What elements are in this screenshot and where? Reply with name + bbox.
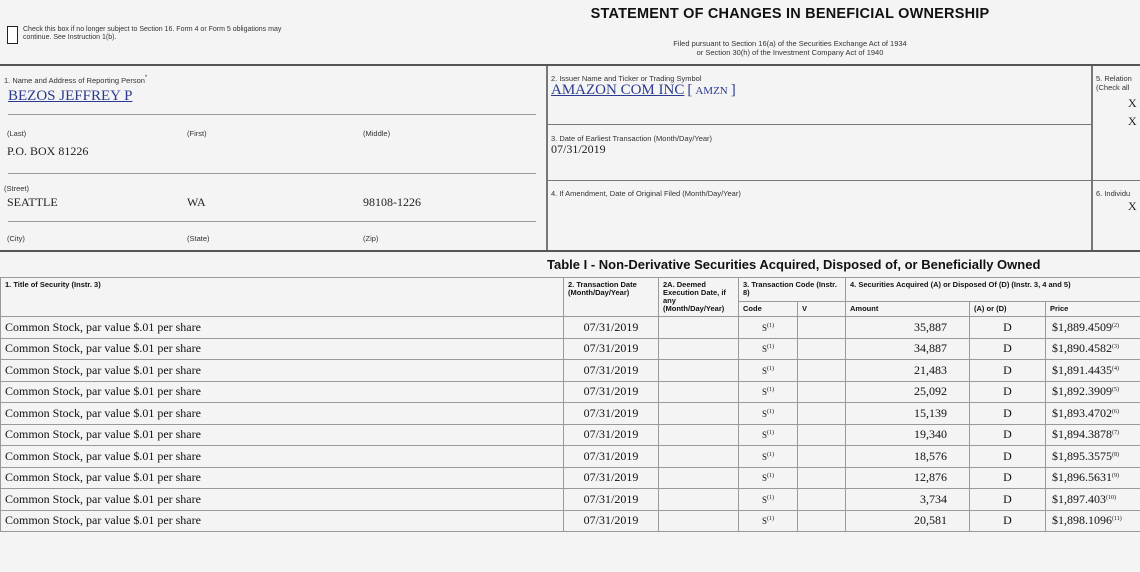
first-label: (First) bbox=[187, 129, 207, 138]
code-footnote: (1) bbox=[767, 387, 774, 393]
deemed-date bbox=[659, 360, 739, 382]
middle-label: (Middle) bbox=[363, 129, 390, 138]
transaction-date: 07/31/2019 bbox=[564, 510, 659, 532]
form-title: STATEMENT OF CHANGES IN BENEFICIAL OWNERSHIP bbox=[520, 6, 1060, 22]
table-row bbox=[1, 360, 1140, 382]
code-letter: S bbox=[762, 387, 767, 397]
v-cell bbox=[798, 446, 846, 468]
col-header-title: 1. Title of Security (Instr. 3) bbox=[1, 278, 564, 317]
transaction-code bbox=[739, 489, 798, 511]
code-letter: S bbox=[762, 323, 767, 333]
table-row bbox=[1, 510, 1140, 532]
code-footnote: (1) bbox=[767, 366, 774, 372]
relationship-mark-director: X bbox=[1128, 96, 1137, 111]
amount: 35,887 bbox=[846, 317, 970, 339]
price-footnote: (5) bbox=[1112, 387, 1119, 393]
table-row bbox=[1, 467, 1140, 489]
table-row bbox=[1, 446, 1140, 468]
deemed-date bbox=[659, 317, 739, 339]
amount: 3,734 bbox=[846, 489, 970, 511]
transaction-code bbox=[739, 424, 798, 446]
deemed-date bbox=[659, 510, 739, 532]
address-value: P.O. BOX 81226 bbox=[7, 144, 88, 159]
security-title: Common Stock, par value $.01 per share bbox=[1, 317, 564, 339]
acquired-or-disposed: D bbox=[970, 424, 1046, 446]
earliest-date-label: 3. Date of Earliest Transaction (Month/Day/Year) bbox=[551, 134, 712, 143]
code-footnote: (1) bbox=[767, 344, 774, 350]
deemed-date bbox=[659, 403, 739, 425]
price-value: $1,893.4702 bbox=[1052, 406, 1112, 420]
table-row bbox=[1, 381, 1140, 403]
v-cell bbox=[798, 489, 846, 511]
transaction-code bbox=[739, 338, 798, 360]
price bbox=[1046, 381, 1140, 403]
filed-line-1: Filed pursuant to Section 16(a) of the Securities Exchange Act of 1934 bbox=[520, 40, 1060, 49]
price-footnote: (11) bbox=[1112, 516, 1122, 522]
col-header-acquired-disposed: 4. Securities Acquired (A) or Disposed Of (D) (Instr. 3, 4 and 5) bbox=[846, 278, 1140, 302]
filed-line-2: or Section 30(h) of the Investment Company Act of 1940 bbox=[520, 49, 1060, 58]
code-footnote: (1) bbox=[767, 323, 774, 329]
code-letter: S bbox=[762, 452, 767, 462]
security-title: Common Stock, par value $.01 per share bbox=[1, 403, 564, 425]
table-row bbox=[1, 338, 1140, 360]
amendment-label: 4. If Amendment, Date of Original Filed (Month/Day/Year) bbox=[551, 189, 741, 198]
v-cell bbox=[798, 317, 846, 339]
transaction-date: 07/31/2019 bbox=[564, 446, 659, 468]
code-letter: S bbox=[762, 366, 767, 376]
price bbox=[1046, 317, 1140, 339]
individual-filing-mark: X bbox=[1128, 199, 1137, 214]
relationship-label-2: (Check all bbox=[1096, 83, 1129, 92]
code-footnote: (1) bbox=[767, 495, 774, 501]
state-value: WA bbox=[187, 195, 206, 210]
transaction-date: 07/31/2019 bbox=[564, 317, 659, 339]
price-footnote: (3) bbox=[1112, 344, 1119, 350]
transaction-date: 07/31/2019 bbox=[564, 381, 659, 403]
amount: 12,876 bbox=[846, 467, 970, 489]
amount: 18,576 bbox=[846, 446, 970, 468]
code-footnote: (1) bbox=[767, 516, 774, 522]
code-letter: S bbox=[762, 516, 767, 526]
deemed-date bbox=[659, 467, 739, 489]
code-letter: S bbox=[762, 495, 767, 505]
price-footnote: (9) bbox=[1112, 473, 1119, 479]
price bbox=[1046, 510, 1140, 532]
issuer-ticker[interactable]: AMZN bbox=[695, 85, 727, 97]
code-footnote: (1) bbox=[767, 452, 774, 458]
security-title: Common Stock, par value $.01 per share bbox=[1, 381, 564, 403]
acquired-or-disposed: D bbox=[970, 338, 1046, 360]
issuer-name[interactable]: AMAZON COM INC bbox=[551, 82, 684, 98]
v-cell bbox=[798, 510, 846, 532]
col-header-amount: Amount bbox=[846, 301, 970, 316]
code-footnote: (1) bbox=[767, 473, 774, 479]
security-title: Common Stock, par value $.01 per share bbox=[1, 489, 564, 511]
acquired-or-disposed: D bbox=[970, 317, 1046, 339]
city-value: SEATTLE bbox=[7, 195, 58, 210]
code-letter: S bbox=[762, 409, 767, 419]
amount: 34,887 bbox=[846, 338, 970, 360]
price-value: $1,894.3878 bbox=[1052, 427, 1112, 441]
security-title: Common Stock, par value $.01 per share bbox=[1, 446, 564, 468]
divider bbox=[8, 221, 536, 222]
price-value: $1,897.403 bbox=[1052, 492, 1106, 506]
security-title: Common Stock, par value $.01 per share bbox=[1, 467, 564, 489]
price-value: $1,891.4435 bbox=[1052, 363, 1112, 377]
price-footnote: (4) bbox=[1112, 366, 1119, 372]
col-header-transaction-code: 3. Transaction Code (Instr. 8) bbox=[739, 278, 846, 302]
deemed-date bbox=[659, 381, 739, 403]
table-row bbox=[1, 317, 1140, 339]
price bbox=[1046, 360, 1140, 382]
v-cell bbox=[798, 403, 846, 425]
col-header-code: Code bbox=[739, 301, 798, 316]
divider bbox=[1091, 66, 1093, 252]
amount: 25,092 bbox=[846, 381, 970, 403]
transaction-date: 07/31/2019 bbox=[564, 489, 659, 511]
transaction-code bbox=[739, 381, 798, 403]
transaction-date: 07/31/2019 bbox=[564, 424, 659, 446]
code-letter: S bbox=[762, 344, 767, 354]
price-value: $1,890.4582 bbox=[1052, 341, 1112, 355]
amount: 19,340 bbox=[846, 424, 970, 446]
zip-label: (Zip) bbox=[363, 234, 378, 243]
table-title: Table I - Non-Derivative Securities Acquired, Disposed of, or Beneficially Owned bbox=[547, 257, 1040, 272]
price-footnote: (8) bbox=[1112, 452, 1119, 458]
divider bbox=[546, 66, 548, 252]
section16-checkbox[interactable] bbox=[7, 26, 18, 44]
price-value: $1,895.3575 bbox=[1052, 449, 1112, 463]
code-footnote: (1) bbox=[767, 409, 774, 415]
issuer-line bbox=[551, 82, 736, 99]
transaction-code bbox=[739, 446, 798, 468]
acquired-or-disposed: D bbox=[970, 467, 1046, 489]
table-1-section bbox=[0, 250, 1140, 572]
transaction-code bbox=[739, 360, 798, 382]
deemed-date bbox=[659, 338, 739, 360]
relationship-mark-owner: X bbox=[1128, 114, 1137, 129]
transaction-code bbox=[739, 467, 798, 489]
price bbox=[1046, 446, 1140, 468]
security-title: Common Stock, par value $.01 per share bbox=[1, 510, 564, 532]
transaction-code bbox=[739, 510, 798, 532]
deemed-date bbox=[659, 446, 739, 468]
amount: 21,483 bbox=[846, 360, 970, 382]
zip-value: 98108-1226 bbox=[363, 195, 421, 210]
price-value: $1,898.1096 bbox=[1052, 513, 1112, 527]
price bbox=[1046, 467, 1140, 489]
table-row bbox=[1, 403, 1140, 425]
v-cell bbox=[798, 424, 846, 446]
state-label: (State) bbox=[187, 234, 210, 243]
price-footnote: (6) bbox=[1112, 409, 1119, 415]
v-cell bbox=[798, 360, 846, 382]
reporting-person-label: 1. Name and Address of Reporting Person* bbox=[4, 75, 147, 85]
price-footnote: (7) bbox=[1112, 430, 1119, 436]
table-row bbox=[1, 424, 1140, 446]
reporting-person-name[interactable]: BEZOS JEFFREY P bbox=[8, 88, 132, 105]
col-header-deemed-date: 2A. Deemed Execution Date, if any (Month/Day/Year) bbox=[659, 278, 739, 317]
acquired-or-disposed: D bbox=[970, 403, 1046, 425]
transaction-date: 07/31/2019 bbox=[564, 467, 659, 489]
deemed-date bbox=[659, 424, 739, 446]
street-label: (Street) bbox=[4, 184, 29, 193]
code-letter: S bbox=[762, 430, 767, 440]
divider bbox=[8, 173, 536, 174]
v-cell bbox=[798, 381, 846, 403]
security-title: Common Stock, par value $.01 per share bbox=[1, 360, 564, 382]
amount: 15,139 bbox=[846, 403, 970, 425]
acquired-or-disposed: D bbox=[970, 489, 1046, 511]
divider bbox=[546, 124, 1092, 125]
price-value: $1,889.4509 bbox=[1052, 320, 1112, 334]
price bbox=[1046, 403, 1140, 425]
price bbox=[1046, 424, 1140, 446]
checkbox-label: Check this box if no longer subject to Section 16. Form 4 or Form 5 obligations may continue. See Instruction 1(b). bbox=[23, 26, 303, 42]
filed-pursuant bbox=[520, 40, 1060, 57]
acquired-or-disposed: D bbox=[970, 446, 1046, 468]
non-derivative-table bbox=[0, 277, 1140, 532]
bracket-close: ] bbox=[731, 82, 736, 98]
bracket-open: [ bbox=[687, 82, 692, 98]
acquired-or-disposed: D bbox=[970, 510, 1046, 532]
price-footnote: (10) bbox=[1106, 495, 1116, 501]
security-title: Common Stock, par value $.01 per share bbox=[1, 424, 564, 446]
table-row bbox=[1, 489, 1140, 511]
city-label: (City) bbox=[7, 234, 25, 243]
relationship-label-1: 5. Relation bbox=[1096, 74, 1132, 83]
v-cell bbox=[798, 467, 846, 489]
price bbox=[1046, 338, 1140, 360]
transaction-date: 07/31/2019 bbox=[564, 403, 659, 425]
deemed-date bbox=[659, 489, 739, 511]
transaction-date: 07/31/2019 bbox=[564, 338, 659, 360]
acquired-or-disposed: D bbox=[970, 360, 1046, 382]
form-header bbox=[0, 0, 1140, 64]
earliest-date-value: 07/31/2019 bbox=[551, 142, 606, 157]
v-cell bbox=[798, 338, 846, 360]
price-footnote: (2) bbox=[1112, 323, 1119, 329]
divider bbox=[546, 180, 1140, 181]
col-header-transaction-date: 2. Transaction Date (Month/Day/Year) bbox=[564, 278, 659, 317]
col-header-a-or-d: (A) or (D) bbox=[970, 301, 1046, 316]
security-title: Common Stock, par value $.01 per share bbox=[1, 338, 564, 360]
transaction-code bbox=[739, 317, 798, 339]
col-header-price: Price bbox=[1046, 301, 1140, 316]
col-header-v: V bbox=[798, 301, 846, 316]
last-label: (Last) bbox=[7, 129, 26, 138]
transaction-date: 07/31/2019 bbox=[564, 360, 659, 382]
price-value: $1,892.3909 bbox=[1052, 384, 1112, 398]
price bbox=[1046, 489, 1140, 511]
individual-filing-label: 6. Individu bbox=[1096, 189, 1130, 198]
transaction-code bbox=[739, 403, 798, 425]
reporting-info-section bbox=[0, 64, 1140, 252]
code-letter: S bbox=[762, 473, 767, 483]
divider bbox=[8, 114, 536, 115]
code-footnote: (1) bbox=[767, 430, 774, 436]
amount: 20,581 bbox=[846, 510, 970, 532]
issuer-label: 2. Issuer Name and Ticker or Trading Symbol bbox=[551, 74, 701, 83]
price-value: $1,896.5631 bbox=[1052, 470, 1112, 484]
acquired-or-disposed: D bbox=[970, 381, 1046, 403]
